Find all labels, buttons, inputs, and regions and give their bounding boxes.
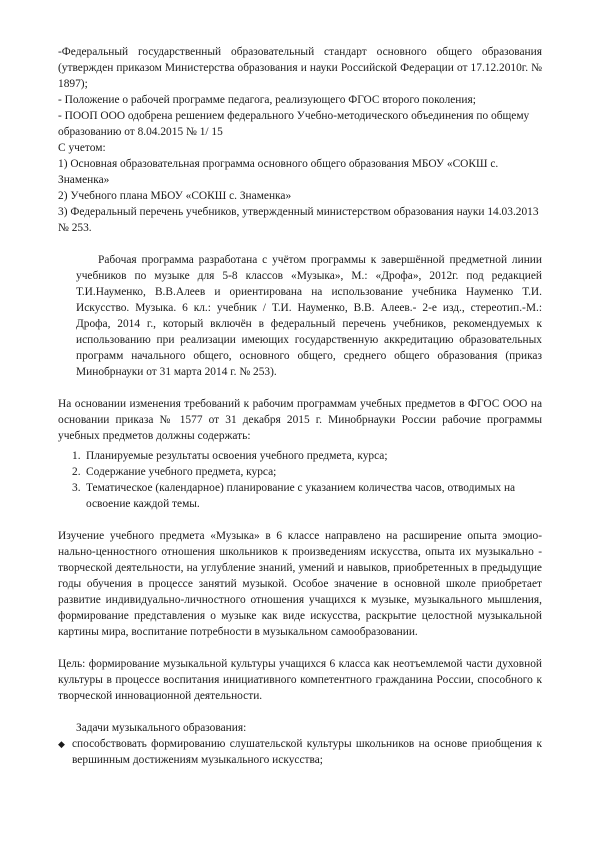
intro-considering: С учетом: bbox=[58, 142, 106, 154]
document-page bbox=[58, 44, 542, 768]
diamond-bullet-icon: ◆ bbox=[58, 739, 65, 749]
basis-paragraph: На основании изменения требований к рабочим программам учебных предметов в ФГОС ООО на основании приказа № 1577 от 31 декабря 2015 г. Минобрнауки России рабочие программы учебных предметов должны содержать: bbox=[58, 398, 542, 442]
list-item bbox=[58, 448, 542, 464]
list-item-text: Тематическое (календарное) планирование с указанием количества часов, отводимых на освоение каждой темы. bbox=[86, 482, 516, 510]
intro-regulation: - Положение о рабочей программе педагога, реализующего ФГОС второго поколения; bbox=[58, 94, 476, 106]
intro-fgos: -Федеральный государственный образовательный стандарт основного общего образования (утвержден приказом Министерства образования и науки Российской Федерации от 17.12.2010г. № 1897); bbox=[58, 46, 542, 90]
program-paragraph: Рабочая программа разработана с учётом программы к завершённой предметной линии учебников по музыке для 5-8 классов «Музыка», М.: «Дрофа», 2012г. под редакцией Т.И.Науменко, В.В.Алеев и ориентирована на использование учебника Науменко Т.И. Искусство. Музыка. 6 кл.: учебник / Т.И. Науменко, В.В. Алеев.- 2-е изд., стереотип.-М.: Дрофа, 2014 г., который включён в федеральный перечень учебников, рекомендуемых к использованию при реализации имеющих государственную аккредитацию образовательных программ начального общего, основного общего, среднего общего образования (приказ Минобрнауки от 31 марта 2014 г. № 253). bbox=[76, 254, 542, 378]
list-item-number: 3. bbox=[72, 482, 81, 494]
tasks-list bbox=[58, 736, 542, 768]
intro-textbooks: 3) Федеральный перечень учебников, утвержденный министерством образования науки 14.03.2013 № 253. bbox=[58, 206, 539, 234]
list-item bbox=[58, 736, 542, 768]
tasks-heading: Задачи музыкального образования: bbox=[76, 722, 247, 734]
plan-list bbox=[58, 448, 542, 512]
list-item-number: 2. bbox=[72, 466, 81, 478]
intro-plan: 2) Учебного плана МБОУ «СОКШ с. Знаменка» bbox=[58, 190, 292, 202]
list-item bbox=[58, 464, 542, 480]
list-item-text: Содержание учебного предмета, курса; bbox=[86, 466, 277, 478]
list-item-number: 1. bbox=[72, 450, 81, 462]
study-paragraph: Изучение учебного предмета «Музыка» в 6 классе направлено на расширение опыта эмоцио-нально-ценностного отношения школьников к произведениям искусства, опыта их музыкально - творческой деятельности, на углубление знаний, умений и навыков, приобретенных в предыдущие годы обучения в процессе занятий музыкой. Особое значение в основной школе приобретает развитие индивидуально-личностного отношения учащихся к музыке, музыкального мышления, формирование представления о музыке как виде искусства, раскрытие целостной музыкальной картины мира, воспитание потребности в музыкальном самообразовании. bbox=[58, 530, 542, 638]
intro-oop: 1) Основная образовательная программа основного общего образования МБОУ «СОКШ с. Знаменка» bbox=[58, 158, 499, 186]
list-item-text: способствовать формированию слушательской культуры школьников на основе приобщения к вершинным достижениям музыкального искусства; bbox=[72, 738, 542, 766]
goal-paragraph: Цель: формирование музыкальной культуры учащихся 6 класса как неотъемлемой части духовной культуры в процессе воспитания инициативного компетентного гражданина России, способного к творческой инновационной деятельности. bbox=[58, 658, 542, 702]
list-item-text: Планируемые результаты освоения учебного предмета, курса; bbox=[86, 450, 388, 462]
list-item bbox=[58, 480, 542, 512]
intro-poop: - ПООП ООО одобрена решением федерального Учебно-методического объединения по общему образованию от 8.04.2015 № 1/ 15 bbox=[58, 110, 530, 138]
